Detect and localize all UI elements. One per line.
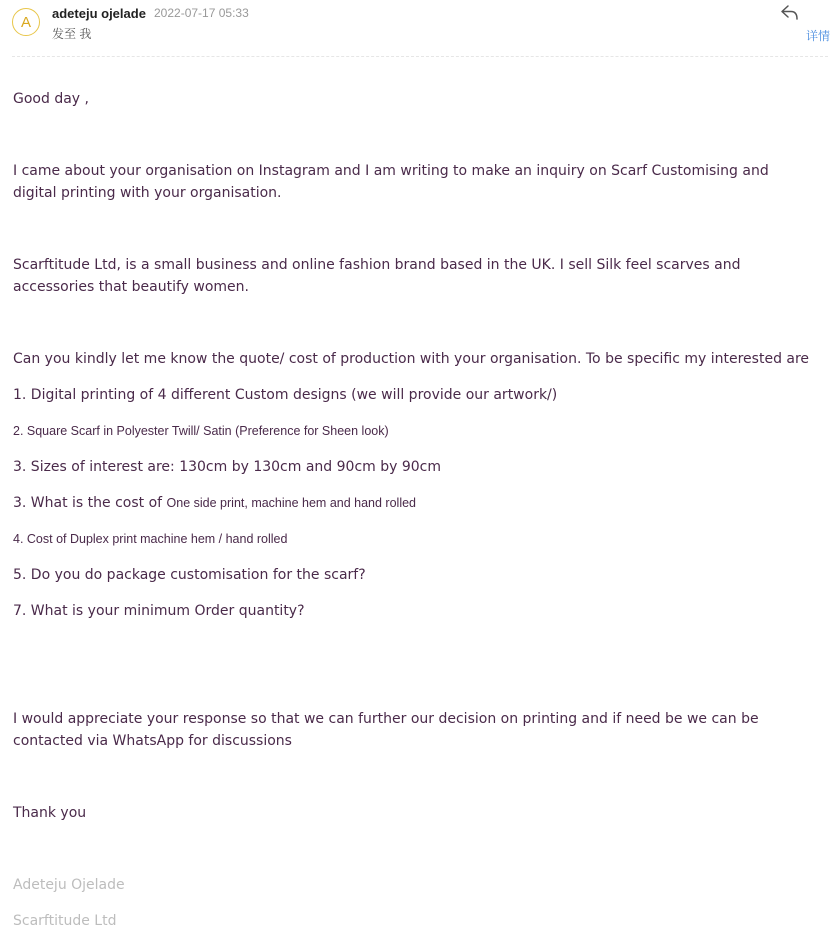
list-item-4-suffix: One side print, machine hem and hand rolled [166,496,417,510]
list-item-7: 7. What is your minimum Order quantity? [13,603,305,619]
list-item-3: 3. Sizes of interest are: 130cm by 130cm and 90cm by 90cm [13,459,441,475]
list-item-2: 2. Square Scarf in Polyester Twill/ Satin (Preference for Sheen look) [13,424,389,438]
list-item-5: 4. Cost of Duplex print machine hem / hand rolled [13,532,288,546]
paragraph-4-line-2: contacted via WhatsApp for discussions [13,733,292,749]
paragraph-4-line-1: I would appreciate your response so that we can further our decision on printing and if need be we can be [13,711,759,727]
avatar: A [12,8,40,36]
list-item-1: 1. Digital printing of 4 different Custom designs (we will provide our artwork/) [13,387,558,403]
signature-company: Scarftitude Ltd [13,913,117,929]
paragraph-2-line-2: accessories that beautify women. [13,279,249,295]
sender-name[interactable]: adeteju ojelade [52,6,146,21]
header-divider [12,56,828,57]
paragraph-1-line-1: I came about your organisation on Instagram and I am writing to make an inquiry on Scarf Customising and [13,163,769,179]
paragraph-3: Can you kindly let me know the quote/ cost of production with your organisation. To be specific my interested are [13,351,810,367]
reply-icon[interactable] [780,2,800,22]
thanks: Thank you [13,805,87,821]
list-item-4 [13,492,416,514]
email-header [0,0,834,56]
paragraph-1-line-2: digital printing with your organisation. [13,185,282,201]
details-link[interactable]: 详情 [806,29,831,43]
paragraph-2-line-1: Scarftitude Ltd, is a small business and online fashion brand based in the UK. I sell Silk feel scarves and [13,257,741,273]
list-item-6: 5. Do you do package customisation for the scarf? [13,567,366,583]
greeting: Good day , [13,91,89,107]
list-item-4-prefix: 3. What is the cost of [13,495,167,511]
recipient-line: 发至 我 [52,27,92,41]
email-date: 2022-07-17 05:33 [154,6,249,20]
signature-name: Adeteju Ojelade [13,877,125,893]
